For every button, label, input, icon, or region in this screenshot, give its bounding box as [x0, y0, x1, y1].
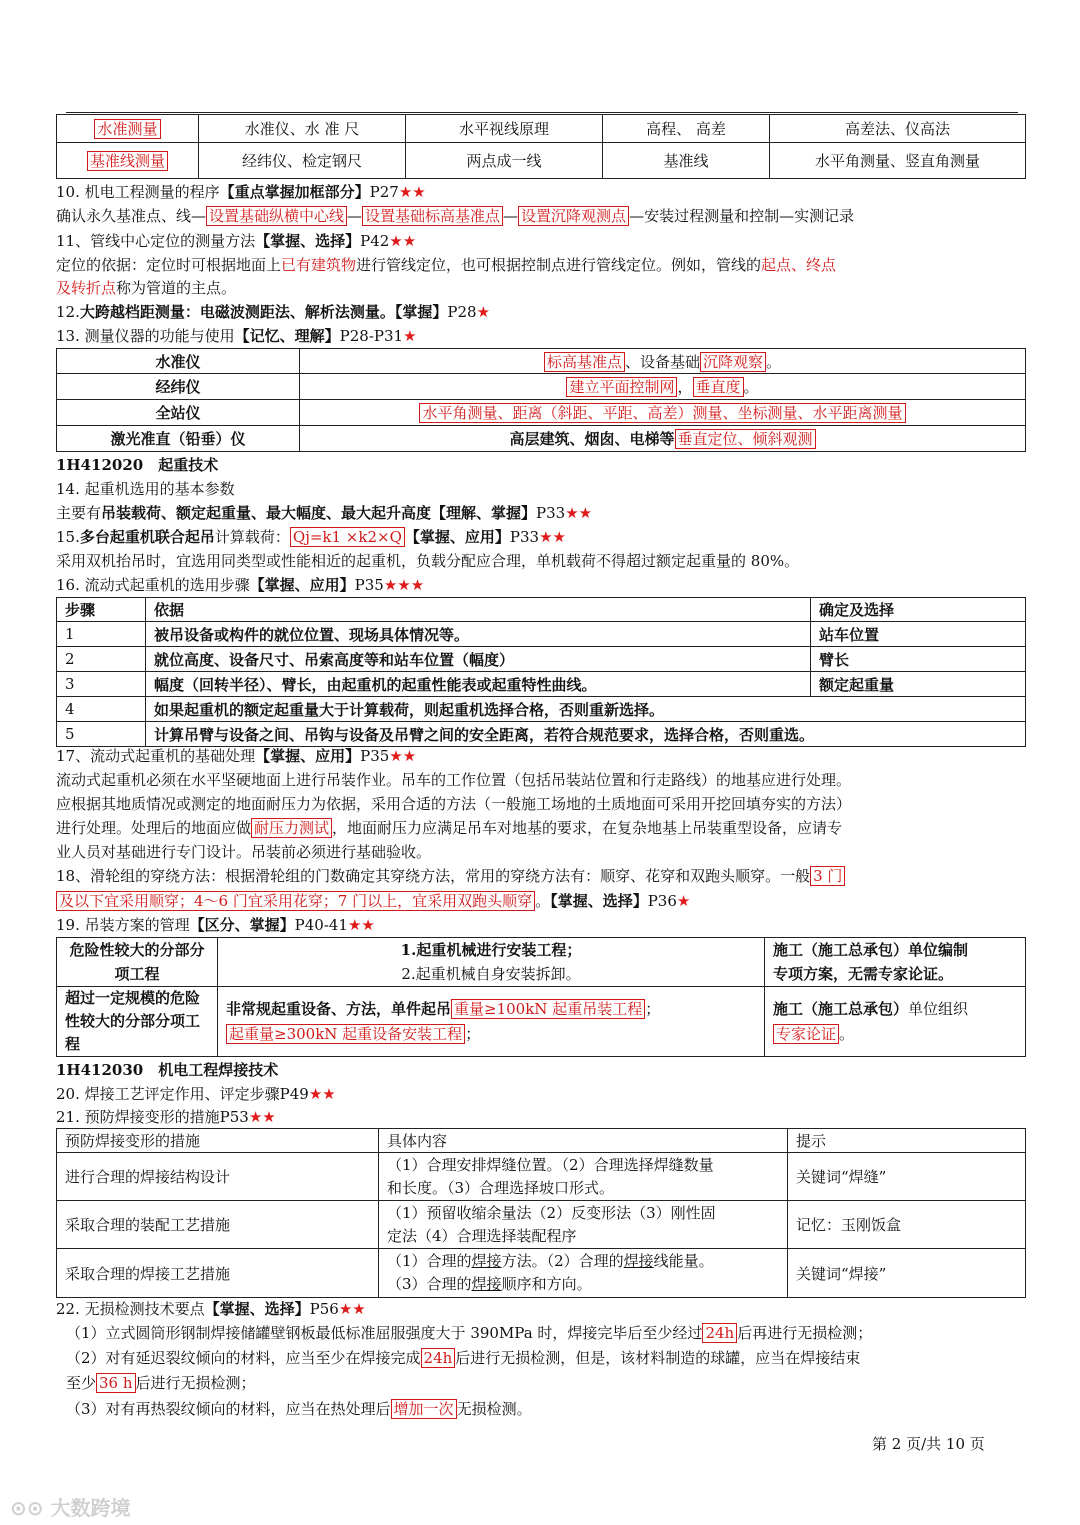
table-row	[57, 143, 1026, 179]
item-17-heading: 17、流动式起重机的基础处理【掌握、应用】P35★★	[56, 747, 417, 765]
table-row: 3 幅度（回转半径）、臂长，由起重机的起重性能表或起重特性曲线。 额定起重量	[57, 672, 1026, 697]
item-12: 12.大跨越档距测量：电磁波测距法、解析法测量。【掌握】P28★	[56, 303, 491, 321]
item-22-line-4: （3）对有再热裂纹倾向的材料，应当在热处理后 增加一次 无损检测。	[66, 1400, 532, 1418]
page-number: 第 2 页/共 10 页	[872, 1435, 985, 1453]
table-row: 采取合理的焊接工艺措施 （1）合理的焊接方法。（2）合理的焊接线能量。 （3）合理的焊接顺序和方向。 关键词“焊接”	[57, 1249, 1026, 1298]
table-row: 水准仪 标高基准点 、设备基础 沉降观察 。	[57, 349, 1026, 374]
item-18-line-1: 18、滑轮组的穿绕方法：根据滑轮组的门数确定其穿绕方法，常用的穿绕方法有：顺穿、花穿和双跑头顺穿。一般 3 门	[56, 864, 1026, 888]
item-15-heading: 15.多台起重机联合起吊计算载荷： Qj=k1 ×k2×Q 【掌握、应用】P33★★	[56, 528, 566, 546]
section-heading-lifting: 1H412020 起重技术	[56, 456, 219, 474]
steps-table-section	[56, 597, 1026, 747]
survey-principle: 水平视线原理	[406, 115, 603, 143]
plan-table	[56, 937, 1026, 1057]
item-19-heading: 19. 吊装方案的管理【区分、掌握】P40-41★★	[56, 916, 375, 934]
survey-name: 水准测量	[94, 119, 160, 139]
item-10-body: 确认永久基准点、线— 设置基础纵横中心线 — 设置基础标高基准点 — 设置沉降观测点 —安装过程测量和控制—实测记录	[56, 207, 855, 225]
survey-method: 高差法、仪高法	[770, 115, 1026, 143]
survey-table-section	[56, 114, 1026, 179]
top-rule	[66, 112, 1018, 113]
table-row: 2 就位高度、设备尺寸、吊索高度等和站车位置（幅度） 臂长	[57, 647, 1026, 672]
weld-table	[56, 1128, 1026, 1298]
table-row: 进行合理的焊接结构设计 （1）合理安排焊缝位置。（2）合理选择焊缝数量 和长度。（3）合理选择坡口形式。 关键词“焊缝”	[57, 1153, 1026, 1201]
table-row: 预防焊接变形的措施 具体内容 提示	[57, 1129, 1026, 1153]
item-15-body: 采用双机抬吊时，宜选用同类型或性能相近的起重机，负载分配应合理，单机载荷不得超过额定起重量的 80%。	[56, 552, 800, 570]
item-14-heading: 14. 起重机选用的基本参数	[56, 480, 235, 498]
survey-name: 基准线测量	[87, 151, 168, 171]
item-18-line-2: 及以下宜采用顺穿；4～6 门宜采用花穿；7 门以上，宜采用双跑头顺穿 。【掌握、选择】P36★	[56, 889, 1026, 913]
table-row: 超过一定规模的危险性较大的分部分项工程 非常规起重设备、方法，单件起吊 重量≥100kN 起重吊装工程 ； 起重量≥300kN 起重设备安装工程 ； 施工（施工总承包）单位组织 专家论证 。	[57, 987, 1026, 1057]
section-heading-welding: 1H412030 机电工程焊接技术	[56, 1061, 279, 1079]
item-16-heading: 16. 流动式起重机的选用步骤【掌握、应用】P35★★★	[56, 576, 425, 594]
survey-object: 基准线	[603, 143, 770, 179]
table-row	[57, 115, 1026, 143]
table-row: 采取合理的装配工艺措施 （1）预留收缩余量法（2）反变形法（3）刚性固 定法（4）合理选择装配程序 记忆：玉刚饭盒	[57, 1201, 1026, 1249]
instrument-table-section	[56, 348, 1026, 452]
survey-tool: 经纬仪、检定钢尺	[199, 143, 406, 179]
item-21-heading: 21. 预防焊接变形的措施P53★★	[56, 1108, 276, 1126]
item-14-body: 主要有吊装载荷、额定起重量、最大幅度、最大起升高度【理解、掌握】P33★★	[56, 504, 593, 522]
item-17-line-3: 进行处理。处理后的地面应做 耐压力测试 ，地面耐压力应满足吊车对地基的要求，在复杂地基上吊装重型设备，应请专	[56, 819, 843, 837]
survey-object: 高程、 高差	[603, 115, 770, 143]
item-22-heading: 22. 无损检测技术要点【掌握、选择】P56★★	[56, 1300, 366, 1318]
table-row: 1 被吊设备或构件的就位位置、现场具体情况等。 站车位置	[57, 622, 1026, 647]
table-row: 经纬仪 建立平面控制网 ， 垂直度 。	[57, 374, 1026, 400]
instrument-table	[56, 348, 1026, 452]
survey-table	[56, 114, 1026, 179]
item-11-body-2: 及转折点称为管道的主点。	[56, 279, 237, 297]
item-10-heading: 10. 机电工程测量的程序【重点掌握加框部分】P27★★	[56, 183, 426, 201]
table-row: 5 计算吊臂与设备之间、吊钩与设备及吊臂之间的安全距离，若符合规范要求，选择合格，否则重选。	[57, 722, 1026, 747]
table-row: 步骤 依据 确定及选择	[57, 598, 1026, 622]
survey-tool: 水准仪、水 准 尺	[199, 115, 406, 143]
watermark-icon: ⊙⊙	[10, 1496, 51, 1520]
item-20: 20. 焊接工艺评定作用、评定步骤P49★★	[56, 1085, 336, 1103]
survey-principle: 两点成一线	[406, 143, 603, 179]
table-row: 全站仪 水平角测量、距离（斜距、平距、高差）测量、坐标测量、水平距离测量	[57, 400, 1026, 426]
item-22-line-1: （1）立式圆筒形钢制焊接储罐壁钢板最低标准屈服强度大于 390MPa 时，焊接完毕后至少经过 24h 后再进行无损检测；	[66, 1324, 873, 1342]
item-17-line-1: 流动式起重机必须在水平坚硬地面上进行吊装作业。吊车的工作位置（包括吊装站位置和行走路线）的地基应进行处理。	[56, 771, 852, 789]
item-22-line-3: 至少 36 h 后进行无损检测；	[66, 1374, 256, 1392]
weld-table-section	[56, 1128, 1026, 1298]
table-row: 激光准直（铅垂）仪 高层建筑、烟囱、电梯等 垂直定位、倾斜观测	[57, 426, 1026, 452]
watermark-logo: ⊙⊙ 大数跨境	[10, 1496, 131, 1520]
item-17-line-4: 业人员对基础进行专门设计。吊装前必须进行基础验收。	[56, 843, 432, 861]
item-11-body-1: 定位的依据：定位时可根据地面上已有建筑物进行管线定位，也可根据控制点进行管线定位。例如，管线的起点、终点	[56, 256, 837, 274]
table-row: 4 如果起重机的额定起重量大于计算载荷，则起重机选择合格，否则重新选择。	[57, 697, 1026, 722]
item-13-heading: 13. 测量仪器的功能与使用【记忆、理解】P28-P31★	[56, 327, 417, 345]
item-11-heading: 11、管线中心定位的测量方法【掌握、选择】P42★★	[56, 232, 417, 250]
table-row: 危险性较大的分部分项工程 1.起重机械进行安装工程； 2.起重机械自身安装拆卸。 施工（施工总承包）单位编制 专项方案，无需专家论证。	[57, 938, 1026, 987]
item-17-line-2: 应根据其地质情况或测定的地面耐压力为依据，采用合适的方法（一般施工场地的土质地面可采用开挖回填夯实的方法）	[56, 795, 852, 813]
plan-table-section	[56, 937, 1026, 1057]
item-22-line-2: （2）对有延迟裂纹倾向的材料，应当至少在焊接完成 24h 后进行无损检测，但是，该材料制造的球罐，应当在焊接结束	[66, 1349, 861, 1367]
survey-method: 水平角测量、竖直角测量	[770, 143, 1026, 179]
steps-table	[56, 597, 1026, 747]
